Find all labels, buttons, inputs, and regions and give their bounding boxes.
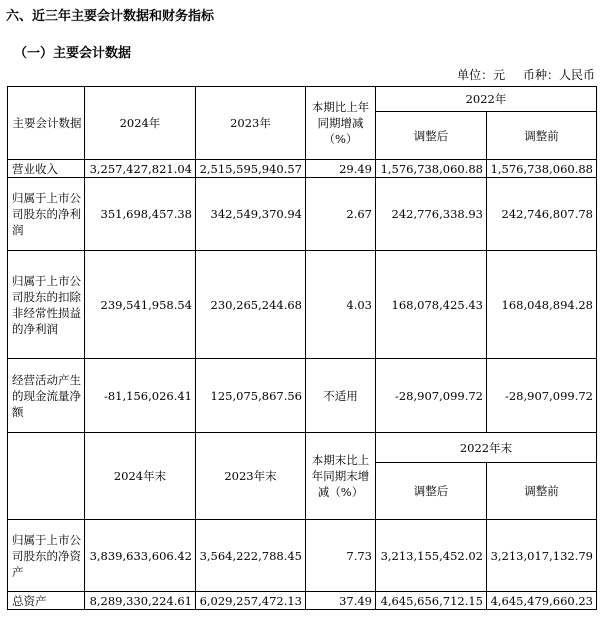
row-label: 归属于上市公司股东的扣除非经常性损益的净利润 — [8, 251, 85, 359]
header-adjusted-after: 调整后 — [376, 112, 487, 160]
cell-before: 168,048,894.28 — [487, 251, 597, 359]
header-2022: 2022年 — [376, 87, 597, 112]
header-item-blank — [8, 433, 85, 520]
cell-before: 1,576,738,060.88 — [487, 160, 597, 178]
cell-before: 242,746,807.78 — [487, 178, 597, 251]
key-accounting-data-table — [7, 86, 597, 610]
table-row — [8, 520, 597, 592]
cell-after: -28,907,099.72 — [376, 359, 487, 433]
cell-before: 3,213,017,132.79 — [487, 520, 597, 592]
header-adjusted-after-end: 调整后 — [376, 463, 487, 520]
table-row — [8, 592, 597, 610]
table-row — [8, 359, 597, 433]
header-item: 主要会计数据 — [8, 87, 85, 160]
header-change: 本期比上年同期增减（%） — [306, 87, 376, 160]
section-title: 六、近三年主要会计数据和财务指标 — [6, 9, 215, 24]
cell-after: 4,645,656,712.15 — [376, 592, 487, 610]
currency-label: 币种：人民币 — [522, 68, 595, 82]
cell-change: 7.73 — [306, 520, 376, 592]
cell-2023: 125,075,867.56 — [196, 359, 306, 433]
header-2023: 2023年 — [196, 87, 306, 160]
cell-after: 1,576,738,060.88 — [376, 160, 487, 178]
cell-after: 168,078,425.43 — [376, 251, 487, 359]
row-label: 营业收入 — [8, 160, 85, 178]
cell-2024: 3,839,633,606.42 — [85, 520, 196, 592]
table-row — [8, 251, 597, 359]
cell-2023: 3,564,222,788.45 — [196, 520, 306, 592]
cell-change: 29.49 — [306, 160, 376, 178]
unit-line — [457, 68, 595, 82]
cell-2024: 239,541,958.54 — [85, 251, 196, 359]
cell-after: 3,213,155,452.02 — [376, 520, 487, 592]
header-2024: 2024年 — [85, 87, 196, 160]
header-2024-end: 2024年末 — [85, 433, 196, 520]
cell-change: 不适用 — [306, 359, 376, 433]
header-2023-end: 2023年末 — [196, 433, 306, 520]
cell-change: 2.67 — [306, 178, 376, 251]
cell-2024: 351,698,457.38 — [85, 178, 196, 251]
cell-2024: -81,156,026.41 — [85, 359, 196, 433]
header-adjusted-before-end: 调整前 — [487, 463, 597, 520]
table-row — [8, 178, 597, 251]
row-label: 归属于上市公司股东的净资产 — [8, 520, 85, 592]
cell-2023: 230,265,244.68 — [196, 251, 306, 359]
cell-before: 4,645,479,660.23 — [487, 592, 597, 610]
row-label: 经营活动产生的现金流量净额 — [8, 359, 85, 433]
cell-2023: 6,029,257,472.13 — [196, 592, 306, 610]
table-row — [8, 160, 597, 178]
row-label: 归属于上市公司股东的净利润 — [8, 178, 85, 251]
cell-change: 4.03 — [306, 251, 376, 359]
header-adjusted-before: 调整前 — [487, 112, 597, 160]
cell-change: 37.49 — [306, 592, 376, 610]
cell-2023: 2,515,595,940.57 — [196, 160, 306, 178]
row-label: 总资产 — [8, 592, 85, 610]
cell-2023: 342,549,370.94 — [196, 178, 306, 251]
subsection-title: （一）主要会计数据 — [14, 46, 132, 61]
unit-label: 单位：元 — [457, 68, 506, 82]
cell-before: -28,907,099.72 — [487, 359, 597, 433]
cell-after: 242,776,338.93 — [376, 178, 487, 251]
header-change-end: 本期末比上年同期末增减（%） — [306, 433, 376, 520]
cell-2024: 8,289,330,224.61 — [85, 592, 196, 610]
header-2022-end: 2022年末 — [376, 433, 597, 463]
cell-2024: 3,257,427,821.04 — [85, 160, 196, 178]
